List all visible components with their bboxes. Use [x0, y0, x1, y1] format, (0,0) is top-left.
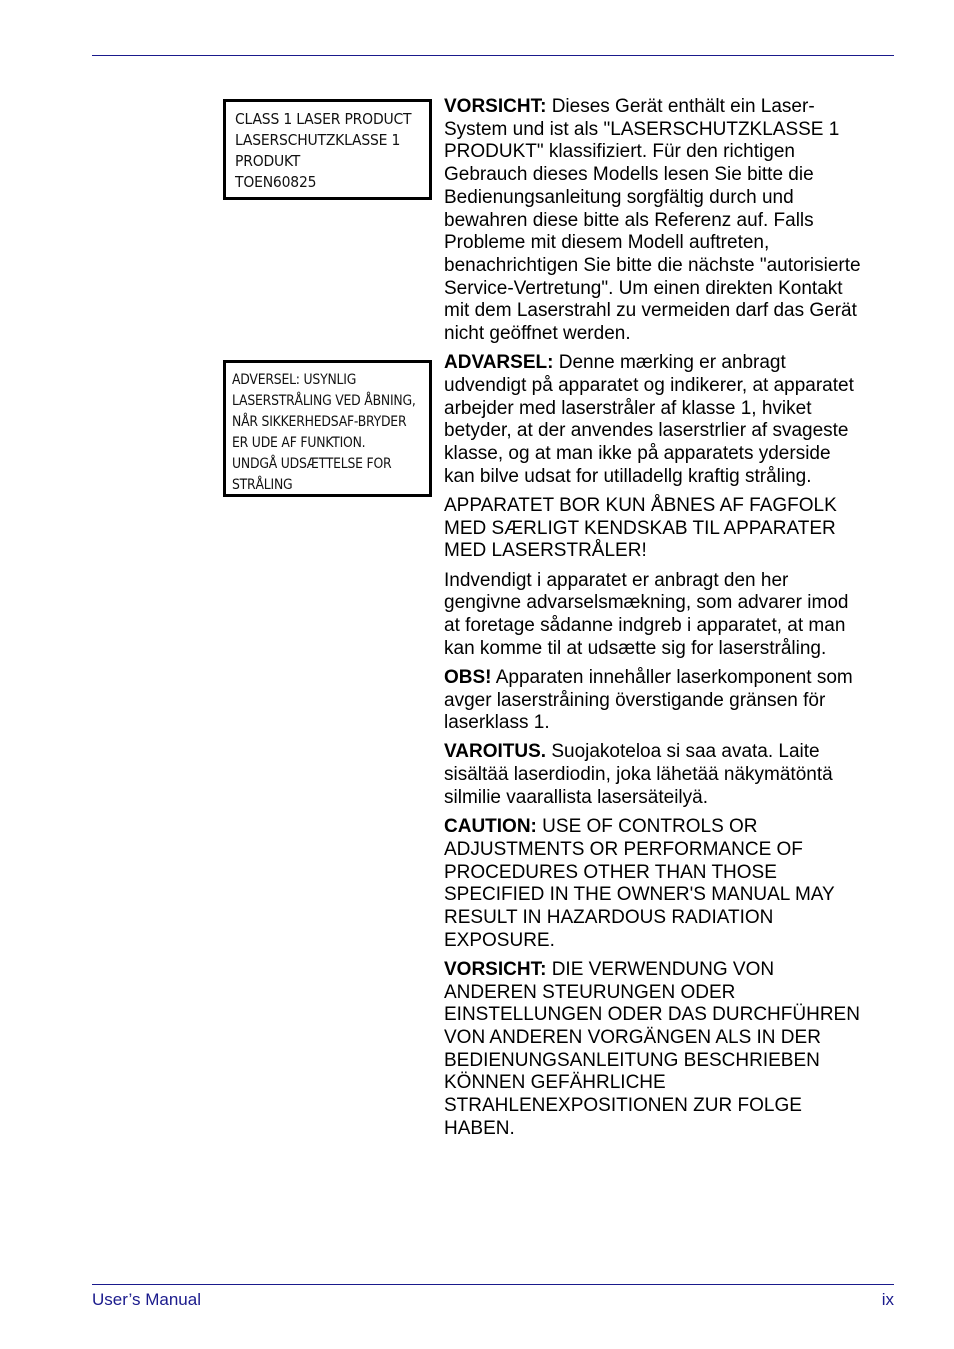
- adversel-warning-label: [223, 360, 432, 497]
- paragraph-line: gengivne advarselsmækning, som advarer imod: [444, 592, 849, 614]
- paragraph-line: Bedienungsanleitung sorgfältig durch und: [444, 186, 794, 208]
- paragraph-line: mit dem Laserstrahl zu vermeiden darf das Gerät: [444, 300, 857, 322]
- warning-text-column: [444, 96, 894, 1140]
- paragraph-line: betyder, at der anvendes laserstrlier af svageste: [444, 420, 849, 442]
- paragraph-line: APPARATET BOR KUN ÅBNES AF FAGFOLK: [444, 494, 837, 516]
- paragraph-line: nicht geöffnet werden.: [444, 323, 631, 345]
- header-rule: [92, 55, 894, 56]
- paragraph-line: bewahren diese bitte als Referenz auf. Falls: [444, 209, 814, 231]
- warning-lead: VORSICHT:: [444, 958, 547, 980]
- paragraph-line: Indvendigt i apparatet er anbragt den her: [444, 569, 789, 591]
- paragraph-line: silmilie vaarallista lasersäteilyä.: [444, 786, 708, 808]
- warning-paragraph: [444, 570, 894, 661]
- paragraph-line: udvendigt på apparatet og indikerer, at apparatet: [444, 374, 854, 396]
- paragraph-line: KÖNNEN GEFÄHRLICHE: [444, 1072, 666, 1094]
- paragraph-line: Service-Vertretung". Um einen direkten Kontakt: [444, 277, 843, 299]
- warning-lead: VORSICHT:: [444, 96, 547, 117]
- warning-paragraph: [444, 495, 894, 563]
- paragraph-line: PROCEDURES OTHER THAN THOSE: [444, 861, 777, 883]
- paragraph-line: kan komme til at udsætte sig for laserstråling.: [444, 637, 827, 659]
- label-line: CLASS 1 LASER PRODUCT: [235, 110, 412, 128]
- label-line: ADVERSEL: USYNLIG: [232, 372, 357, 388]
- label-line: LASERSCHUTZKLASSE 1: [235, 131, 401, 149]
- paragraph-line: benachrichtigen Sie bitte die nächste "autorisierte: [444, 254, 861, 276]
- paragraph-line: Suojakoteloa si saa avata. Laite: [551, 741, 820, 763]
- paragraph-line: USE OF CONTROLS OR: [542, 816, 758, 838]
- paragraph-line: Denne mærking er anbragt: [558, 352, 786, 374]
- class1-laser-label: [223, 99, 432, 200]
- paragraph-line: at foretage sådanne indgreb i apparatet, at man: [444, 614, 846, 636]
- paragraph-line: kan bilve udsat for utilladellg kraftig stråling.: [444, 465, 812, 487]
- label-line: TOEN60825: [235, 173, 317, 191]
- paragraph-line: DIE VERWENDUNG VON: [551, 958, 775, 980]
- paragraph-line: EINSTELLUNGEN ODER DAS DURCHFÜHREN: [444, 1004, 860, 1026]
- paragraph-line: Probleme mit diesem Modell auftreten,: [444, 232, 770, 254]
- label-line: LASERSTRÅLING VED ÅBNING,: [232, 393, 416, 409]
- label-line: ER UDE AF FUNKTION.: [232, 435, 366, 451]
- label-line: NÅR SIKKERHEDSAF-BRYDER: [232, 414, 407, 430]
- paragraph-line: ADJUSTMENTS OR PERFORMANCE OF: [444, 838, 803, 860]
- warning-paragraph: [444, 96, 894, 346]
- warning-paragraph: [444, 667, 894, 735]
- warning-lead: OBS!: [444, 666, 492, 688]
- paragraph-line: SPECIFIED IN THE OWNER'S MANUAL MAY: [444, 884, 835, 906]
- paragraph-line: klasse, og at man ikke på apparatets yderside: [444, 443, 831, 465]
- warning-lead: VAROITUS.: [444, 741, 547, 763]
- label-line: UNDGÅ UDSÆTTELSE FOR: [232, 456, 392, 472]
- paragraph-line: Dieses Gerät enthält ein Laser-: [551, 96, 815, 117]
- paragraph-line: BEDIENUNGSANLEITUNG BESCHRIEBEN: [444, 1049, 820, 1071]
- warning-lead: CAUTION:: [444, 816, 537, 838]
- paragraph-line: arbejder med laserstråler af klasse 1, hviket: [444, 397, 812, 419]
- paragraph-line: MED SÆRLIGT KENDSKAB TIL APPARATER: [444, 517, 836, 539]
- paragraph-line: VON ANDEREN VORGÄNGEN ALS IN DER: [444, 1026, 821, 1048]
- paragraph-line: System und ist als "LASERSCHUTZKLASSE 1: [444, 118, 840, 140]
- paragraph-line: PRODUKT" klassifiziert. Für den richtigen: [444, 141, 795, 163]
- paragraph-line: Apparaten innehåller laserkomponent som: [495, 666, 853, 688]
- warning-lead: ADVARSEL:: [444, 352, 554, 374]
- paragraph-line: ANDEREN STEURUNGEN ODER: [444, 981, 736, 1003]
- paragraph-line: MED LASERSTRÅLER!: [444, 540, 647, 562]
- paragraph-line: Gebrauch dieses Modells lesen Sie bitte die: [444, 164, 814, 186]
- paragraph-line: avger laserstråining överstigande gränsen för: [444, 689, 826, 711]
- warning-paragraph: [444, 741, 894, 809]
- paragraph-line: EXPOSURE.: [444, 929, 555, 951]
- paragraph-line: sisältää laserdiodin, joka lähetää näkymätöntä: [444, 764, 833, 786]
- warning-paragraph: [444, 352, 894, 488]
- label-line: STRÅLING: [232, 477, 293, 493]
- footer-title: User’s Manual: [92, 1290, 201, 1309]
- paragraph-line: RESULT IN HAZARDOUS RADIATION: [444, 906, 774, 928]
- footer-rule: [92, 1284, 894, 1285]
- paragraph-line: laserklass 1.: [444, 712, 550, 734]
- page-number: ix: [881, 1290, 894, 1309]
- warning-paragraph: [444, 816, 894, 952]
- paragraph-line: STRAHLENEXPOSITIONEN ZUR FOLGE: [444, 1095, 802, 1117]
- warning-paragraph: [444, 959, 894, 1141]
- label-line: PRODUKT: [235, 152, 301, 170]
- paragraph-line: HABEN.: [444, 1117, 515, 1139]
